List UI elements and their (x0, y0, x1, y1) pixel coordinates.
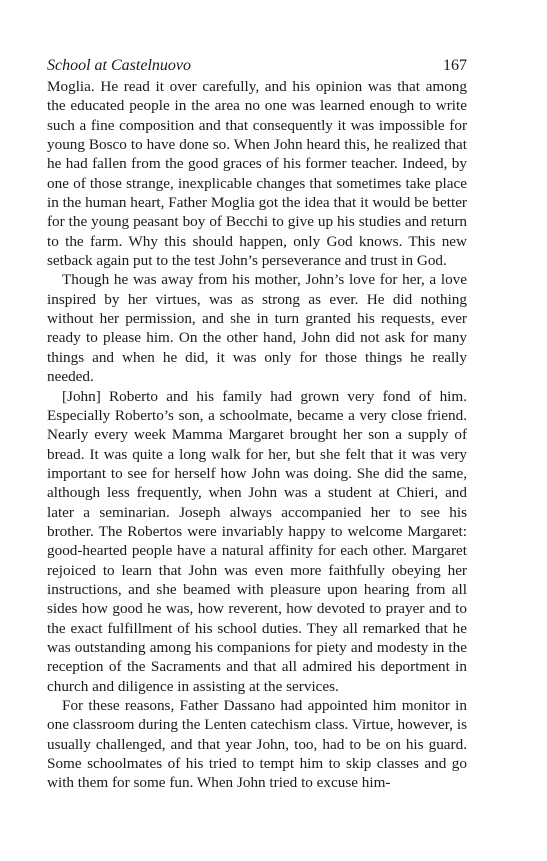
page-number: 167 (443, 57, 467, 74)
running-head: School at Castelnuovo (47, 57, 191, 74)
book-page (47, 55, 467, 793)
paragraph: Though he was away from his mother, John’s love for her, a love inspired by her virtues, was as strong as ever. He did nothing without her permission, and she in turn granted his requests, ever ready to please him. On the other hand, John did not ask for many things and when he did, it was only for those things he really needed. (47, 271, 467, 386)
body-text (47, 77, 467, 793)
paragraph: [John] Roberto and his family had grown very fond of him. Especially Roberto’s son, a schoolmate, became a very close friend. Nearly every week Mamma Margaret brought her son a supply of bread. It was quite a long walk for her, but she felt that it was very important to see for herself how John was doing. She did the same, although less frequently, when John was a student at Chieri, and later a seminarian. Joseph always accompanied her to see his brother. The Robertos were invariably happy to welcome Margaret: good-hearted people have a natural affinity for each other. Margaret rejoiced to learn that John was even more faithfully obeying her instructions, and she beamed with pleasure upon hearing from all sides how good he was, how reverent, how devoted to prayer and to the exact fulfillment of his school duties. They all remarked that he was outstanding among his companions for piety and modesty in the reception of the Sacraments and that all admired his deportment in church and diligence in assisting at the services. (47, 387, 467, 695)
page-header (47, 55, 467, 77)
paragraph: For these reasons, Father Dassano had appointed him monitor in one classroom during the Lenten catechism class. Virtue, however, is usually challenged, and that year John, too, had to be on his guard. Some schoolmates of his tried to tempt him to skip classes and go with them for some fun. When John tried to excuse him- (47, 697, 467, 792)
paragraph: Moglia. He read it over carefully, and his opinion was that among the educated people in the area no one was learned enough to write such a fine composition and that consequently it was impossible for young Bosco to have done so. When John heard this, he realized that he had fallen from the good graces of his former teacher. Indeed, by one of those strange, inexplicable changes that sometimes take place in the human heart, Father Moglia got the idea that it would be better for the young peasant boy of Becchi to give up his studies and return to the farm. Why this should happen, only God knows. This new setback again put to the test John’s perseverance and trust in God. (47, 78, 467, 270)
